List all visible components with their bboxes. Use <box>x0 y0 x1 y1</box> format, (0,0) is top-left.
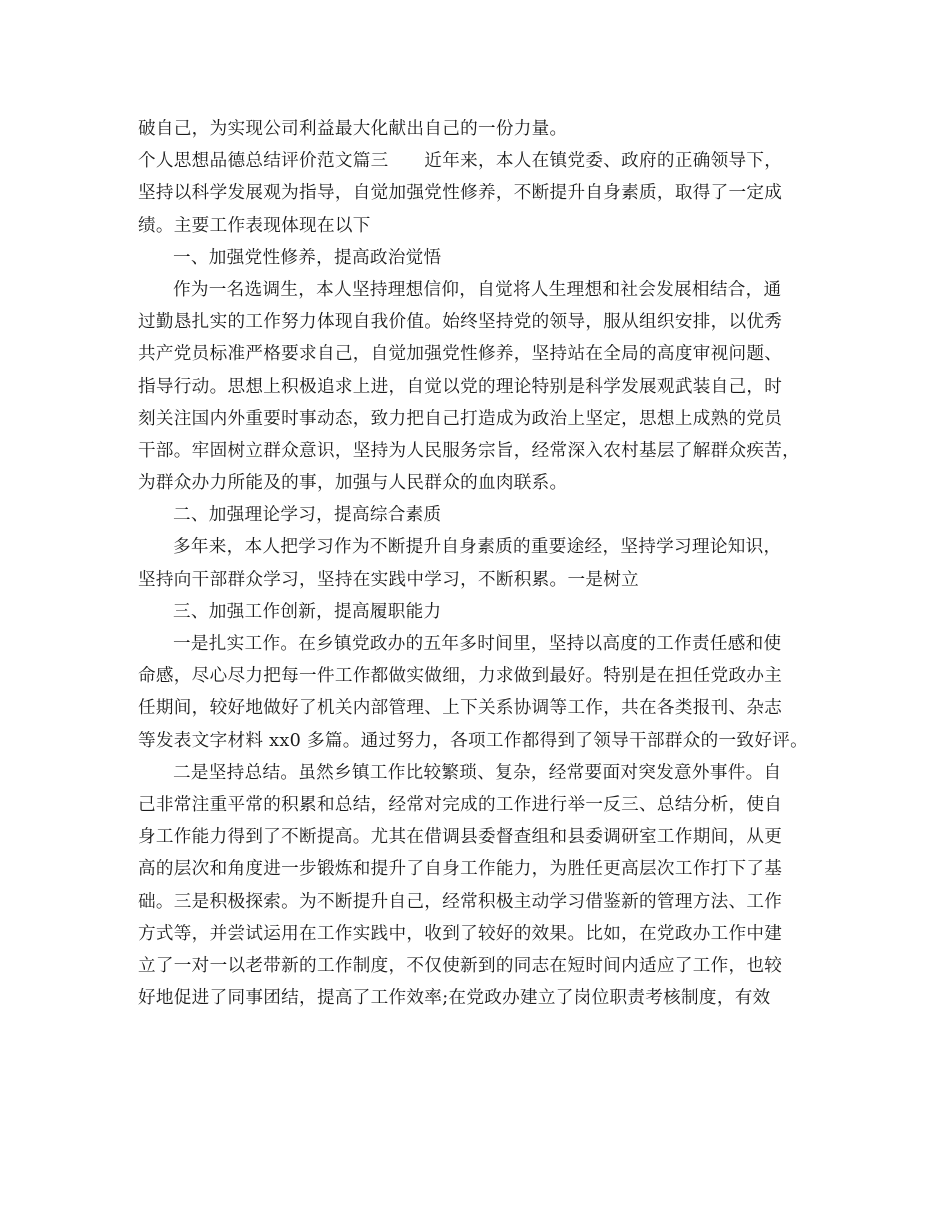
text-line: 二、加强理论学习，提高综合素质 <box>173 505 442 526</box>
text-line: 绩。主要工作表现体现在以下 <box>138 215 371 236</box>
text-line: 坚持以科学发展观为指导，自觉加强党性修养，不断提升自身素质，取得了一定成 <box>138 183 783 204</box>
text-line: 二是坚持总结。虽然乡镇工作比较繁琐、复杂，经常要面对突发意外事件。自 <box>173 762 782 783</box>
text-line: 高的层次和角度进一步锻炼和提升了自身工作能力，为胜任更高层次工作打下了基 <box>138 859 783 880</box>
text-line: 一是扎实工作。在乡镇党政办的五年多时间里，坚持以高度的工作责任感和使 <box>173 634 782 654</box>
text-line: 命感，尽心尽力把每一件工作都做实做细，力求做到最好。特别是在担任党政办主 <box>138 666 783 687</box>
text-line: 己非常注重平常的积累和总结，经常对完成的工作进行举一反三、总结分析，使自 <box>138 794 783 815</box>
text-line: 共产党员标准严格要求自己，自觉加强党性修养，坚持站在全局的高度审视问题、 <box>138 344 783 365</box>
text-line: 任期间，较好地做好了机关内部管理、上下关系协调等工作，共在各类报刊、杂志 <box>138 698 783 719</box>
text-line: 指导行动。思想上积极追求上进，自觉以党的理论特别是科学发展观武装自己，时 <box>138 376 783 397</box>
text-line: 一、加强党性修养，提高政治觉悟 <box>173 247 442 268</box>
text-line: 干部。牢固树立群众意识，坚持为人民服务宗旨，经常深入农村基层了解群众疾苦， <box>138 440 801 461</box>
text-line: 等发表文字材料 xx0 多篇。通过努力，各项工作都得到了领导干部群众的一致好评。 <box>138 730 809 751</box>
text-line: 破自己，为实现公司利益最大化献出自己的一份力量。 <box>138 119 568 139</box>
text-line: 好地促进了同事团结，提高了工作效率;在党政办建立了岗位职责考核制度，有效 <box>138 988 771 1009</box>
text-line: 础。三是积极探索。为不断提升自己，经常积极主动学习借鉴新的管理方法、工作 <box>138 891 783 912</box>
text-line: 为群众办力所能及的事，加强与人民群众的血肉联系。 <box>138 473 568 494</box>
text-line: 立了一对一以老带新的工作制度，不仅使新到的同志在短时间内适应了工作，也较 <box>138 955 783 976</box>
text-line: 刻关注国内外重要时事动态，致力把自己打造成为政治上坚定，思想上成熟的党员 <box>138 408 783 429</box>
text-line: 三、加强工作创新，提高履职能力 <box>173 601 442 622</box>
document-body <box>138 113 818 1014</box>
text-line: 多年来，本人把学习作为不断提升自身素质的重要途经，坚持学习理论知识， <box>173 537 782 558</box>
text-line: 坚持向干部群众学习，坚持在实践中学习，不断积累。一是树立 <box>138 569 640 590</box>
text-line: 过勤恳扎实的工作努力体现自我价值。始终坚持党的领导，服从组织安排，以优秀 <box>138 312 783 333</box>
text-line: 方式等，并尝试运用在工作实践中，收到了较好的效果。比如，在党政办工作中建 <box>138 923 783 944</box>
text-line: 个人思想品德总结评价范文篇三 近年来，本人在镇党委、政府的正确领导下， <box>138 151 783 172</box>
text-line: 作为一名选调生，本人坚持理想信仰，自觉将人生理想和社会发展相结合，通 <box>173 279 782 300</box>
text-line: 身工作能力得到了不断提高。尤其在借调县委督查组和县委调研室工作期间，从更 <box>138 827 783 848</box>
